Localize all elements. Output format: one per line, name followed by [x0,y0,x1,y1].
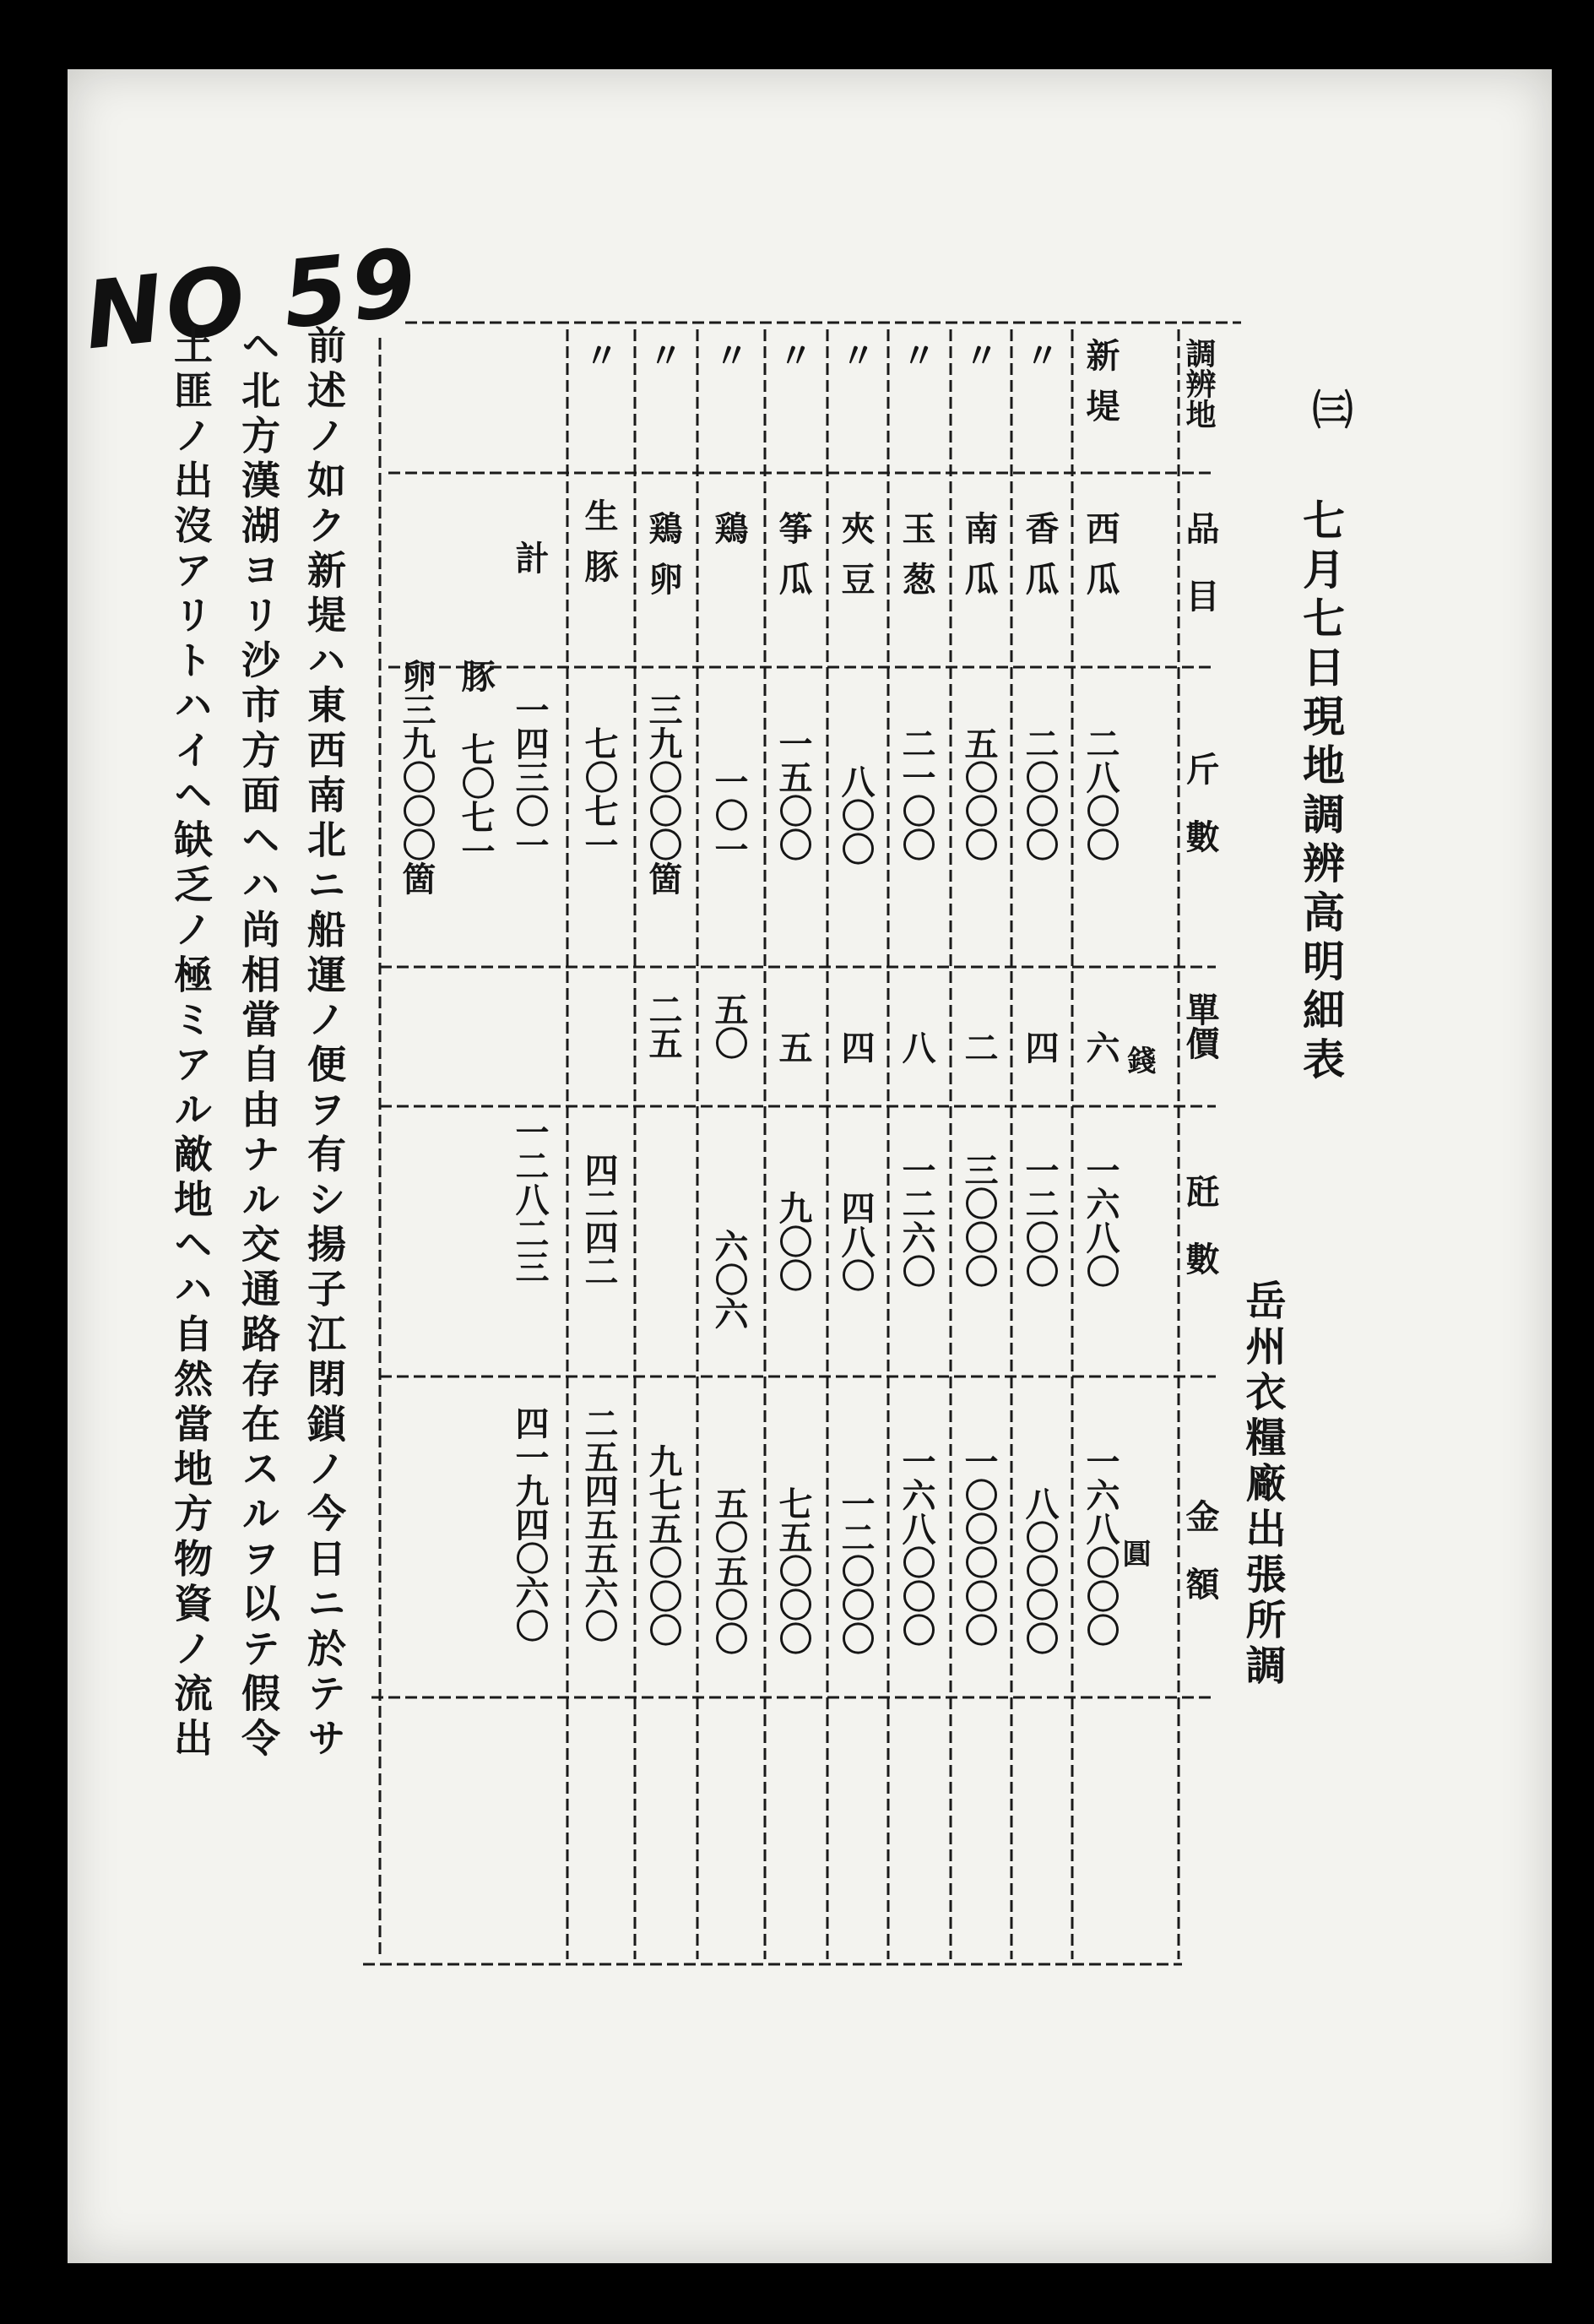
paragraph-line: 土匪ノ出沒アリトハイヘ缺乏ノ極ミアル敵地ヘハ自然當地方物資ノ流出 [168,325,214,1763]
table-row-weight: 二八〇〇 [1081,726,1120,861]
table-row-place: 〃 [836,338,876,372]
page-title: 七月七日現地調辨高明細表 [1296,498,1346,1086]
table-row-place: 新堤 [1081,338,1120,439]
table-row-item: 鶏 [709,511,749,545]
table-row-weight: 二一〇〇 [897,726,936,861]
table-row-place: 〃 [773,338,813,372]
table-row-place: 〃 [709,338,749,372]
table-row-weight: 五〇〇〇 [959,726,999,861]
unit-sen: 錢 [1122,1045,1156,1074]
table-row-item: 筝瓜 [773,511,813,612]
section-mark: ㈢ [1305,388,1353,429]
table-row-weight: 二〇〇〇 [1020,726,1060,861]
office-attribution: 岳州衣糧廠出張所調 [1239,1279,1286,1690]
table-row-weight: 八〇〇 [836,764,876,866]
header-place: 調辨地 [1181,338,1217,429]
table-row-place: 〃 [959,338,999,372]
table-row-place: 〃 [897,338,936,372]
table-row-item: 夾豆 [836,511,876,612]
unit-yen: 圓 [1117,1539,1151,1567]
table-row-price: 四 [836,1030,876,1064]
table-row-amount: 八〇〇〇〇 [1020,1486,1060,1655]
table-row-price: 五 [773,1030,813,1064]
table-row-price: 八 [897,1030,936,1064]
table-row-item: 鶏卵 [643,511,683,612]
handwritten-number: NO 59 [79,227,425,371]
table-row-amount: 五〇五〇〇 [709,1486,749,1655]
header-amount: 金額 [1180,1499,1220,1634]
table-row-count: 一二〇〇 [1020,1153,1060,1288]
total-weight: 一四三〇一 [510,692,550,861]
table-row-price: 二五 [643,992,683,1060]
table-row-count: 九〇〇 [773,1191,813,1292]
header-unit-price: 單價 [1180,992,1220,1060]
table-row-weight: 一〇一 [709,764,749,866]
table-row-count: 六〇六 [709,1229,749,1330]
table-row-item: 西瓜 [1081,511,1120,612]
table-row-count: 四二四二 [579,1153,619,1288]
table-row-count: 一六八〇 [1081,1153,1120,1288]
table-row-place: 〃 [1020,338,1060,372]
table-row-place: 〃 [579,338,619,372]
total-label: 計 [510,540,550,574]
table-row-amount: 一六八〇〇〇 [1081,1444,1120,1647]
table-row-amount: 一〇〇〇〇〇 [959,1444,999,1647]
table-row-weight: 三九〇〇〇箇 [643,692,683,895]
table-row-amount: 一二〇〇〇 [836,1486,876,1655]
header-weight: 斤數 [1180,752,1220,887]
total-amount: 四一九四〇六〇 [510,1406,550,1643]
table-row-count: 三〇〇〇 [959,1153,999,1288]
table-row-item: 生豚 [579,498,619,600]
table-row-item: 南瓜 [959,511,999,612]
table-row-item: 玉葱 [897,511,936,612]
table-row-place: 〃 [643,338,683,372]
paragraph-line: 前述ノ如ク新堤ハ東西南北ニ船運ノ便ヲ有シ揚子江閉鎖ノ今日ニ於テサ [301,325,347,1763]
table-row-price: 六 [1081,1030,1120,1064]
paragraph-line: ヘ北方漢湖ヨリ沙市方面ヘハ尚相當自由ナル交通路存在スルヲ以テ假令 [236,325,281,1763]
table-row-weight: 七〇七一 [579,726,619,861]
table-row-count: 四八〇 [836,1191,876,1292]
table-row-amount: 七五〇〇〇 [773,1486,813,1655]
table-row-amount: 一六八〇〇〇 [897,1444,936,1647]
table-row-item: 香瓜 [1020,511,1060,612]
total-weight-eggs: 卵三九〇〇〇箇 [397,659,436,895]
header-count: 瓩數 [1180,1174,1220,1309]
total-count: 一二八二三 [510,1115,550,1284]
table-row-count: 一二六〇 [897,1153,936,1288]
table-row-amount: 九七五〇〇〇 [643,1444,683,1647]
table-row-weight: 一五〇〇 [773,726,813,861]
total-weight-pork: 豚 七〇七一 [456,659,496,867]
table-row-amount: 二五四五五六〇 [579,1406,619,1643]
table-row-price: 二 [959,1030,999,1064]
header-item: 品目 [1180,511,1220,646]
table-row-price: 四 [1020,1030,1060,1064]
table-row-price: 五〇 [709,992,749,1060]
